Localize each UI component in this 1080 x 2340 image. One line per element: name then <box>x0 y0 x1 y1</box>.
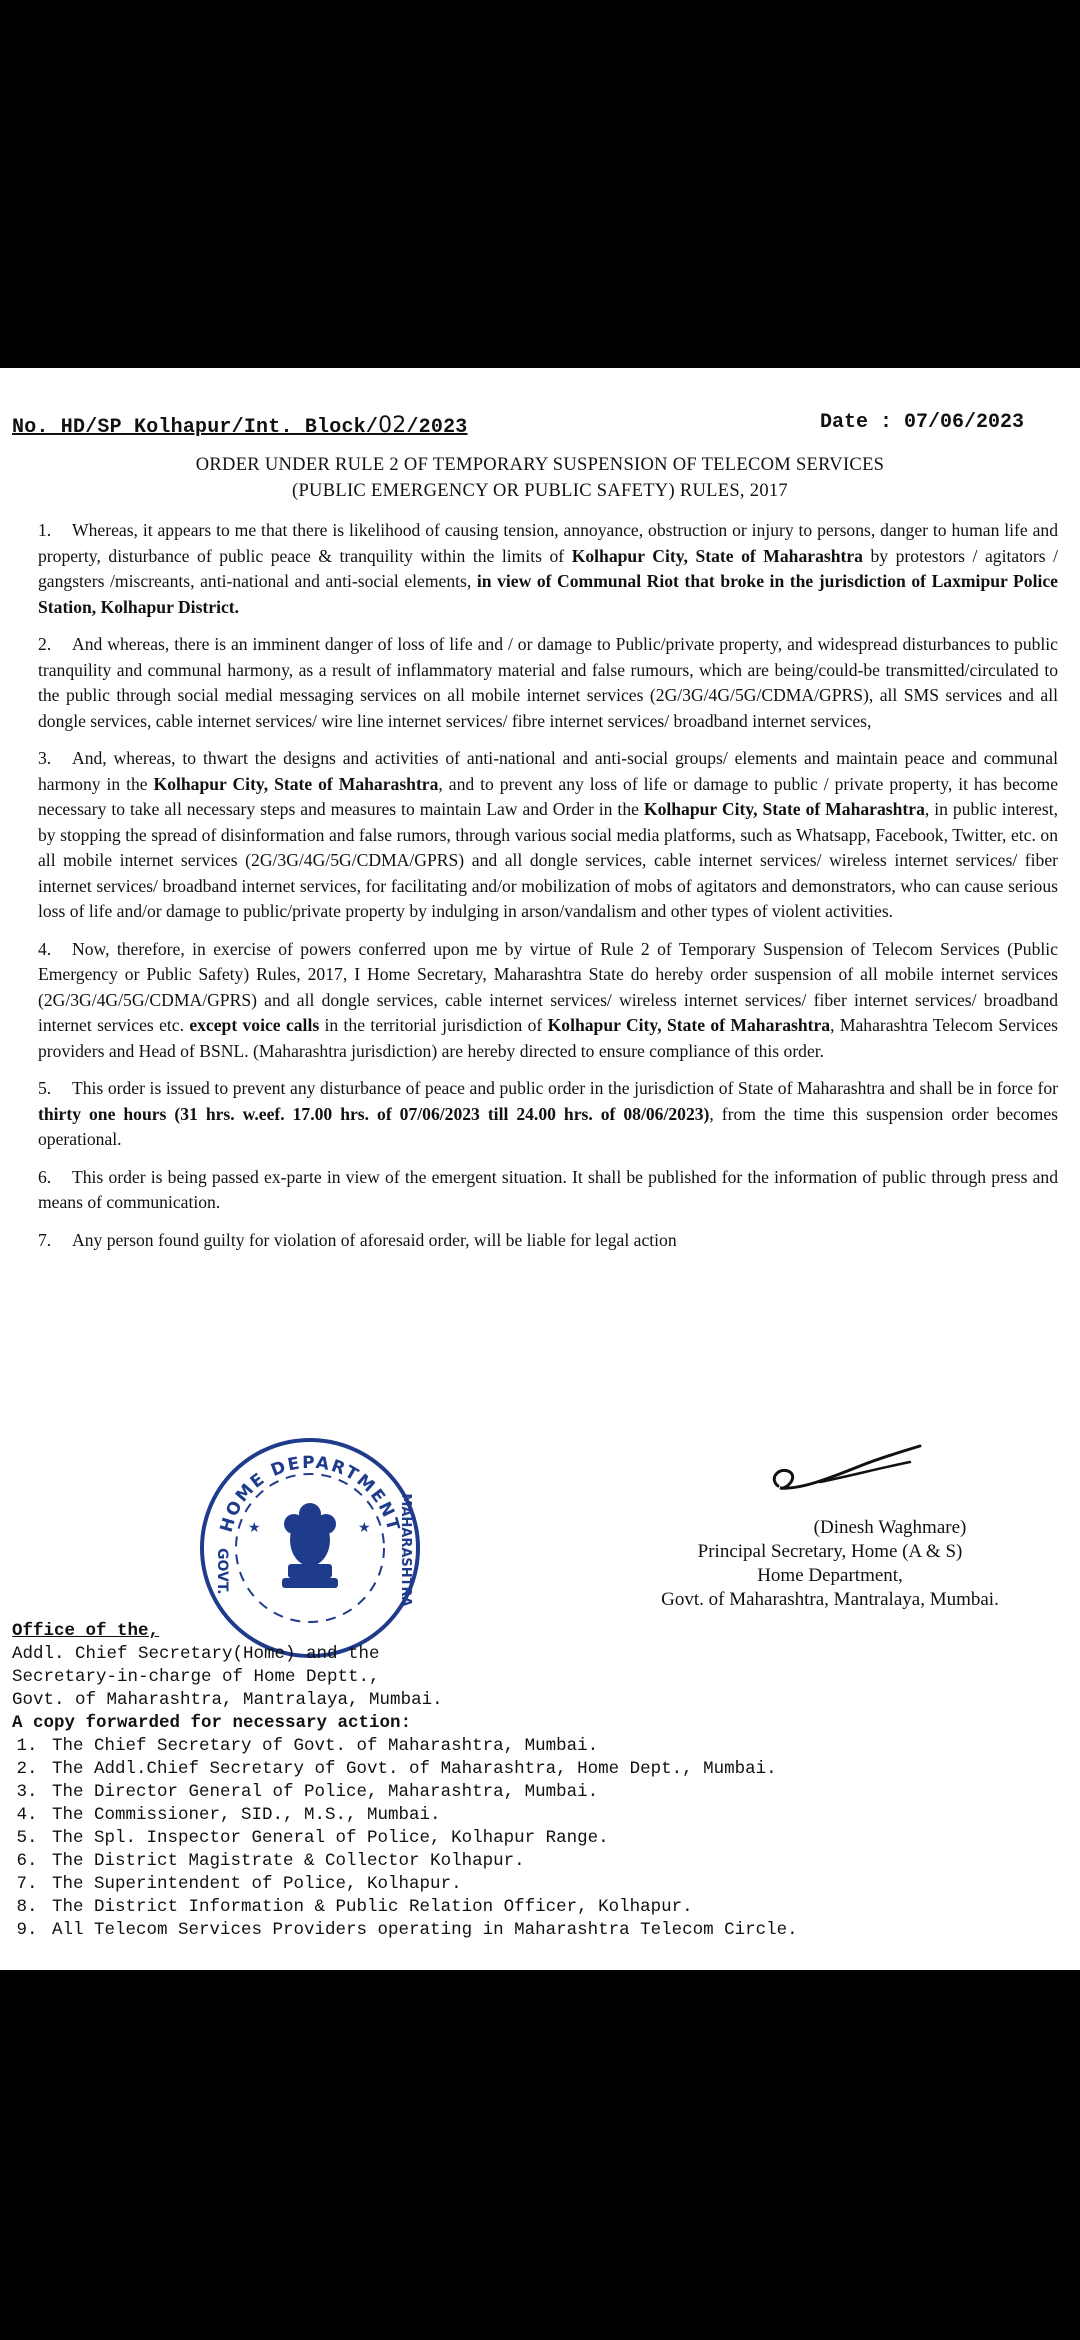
svg-text:MAHARASHTRA: MAHARASHTRA <box>398 1493 413 1607</box>
svg-text:★: ★ <box>248 1521 261 1536</box>
paragraph-text: in the territorial jurisdiction of <box>319 1015 548 1035</box>
svg-text:★: ★ <box>358 1521 371 1536</box>
paragraph-bold-text: Kolhapur City, State of Maharashtra <box>571 545 863 566</box>
paragraph-number: 1. <box>38 520 52 540</box>
paragraph-text: This order is being passed ex-parte in view of the emergent situation. It shall be published for the information of public through press and means of communication. <box>38 1166 1058 1212</box>
paragraph-text: And whereas, there is an imminent danger of loss of life and / or damage to Public/private property, and widespread disturbances to public tranquility and communal harmony, as a result of inflammatory material and false rumours, which are being/could-be transmitted/circulated to the public through social medial messaging services on all mobile internet services (2G/3G/4G/5G/CDMA/GPRS), all SMS services and all dongle services, cable internet services/ wire line internet services/ fibre internet services/ broadband internet services, <box>38 634 1058 731</box>
paragraph-number: 5. <box>38 1078 52 1098</box>
paragraph-number: 2. <box>38 634 52 654</box>
paragraph-text: , from the time this suspension order becomes operational. <box>38 1103 1059 1149</box>
paragraph-2 <box>38 632 1058 734</box>
order-title <box>0 452 1080 504</box>
paragraph-bold-text: thirty one hours (31 hrs. w.eef. 17.00 hrs. of 07/06/2023 till 24.00 hrs. of 08/06/2023) <box>38 1103 710 1124</box>
paragraph-text: Any person found guilty for violation of aforesaid order, will be liable for legal action <box>72 1229 677 1250</box>
list-item: 7. The Superintendent of Police, Kolhapur. <box>48 1873 798 1896</box>
ref-handwritten-number: 02 <box>378 413 407 438</box>
paragraph-text: , in public interest, by stopping the spread of disinformation and false rumors, through various social media platforms, such as Whatsapp, Facebook, Twitter, etc. on all mobile internet services (2G/3G/4G/5G/CDMA/GPRS) and all dongle services, cable internet services/ wireless internet services/ fiber internet services/ broadband internet services, for facilitating and/or mobilization of mobs of agitators and demonstrators, who can cause serious loss of life and/or damage to public/private property by indulging in arson/vandalism and other types of violent activities. <box>38 799 1058 921</box>
ref-suffix: /2023 <box>406 416 468 439</box>
list-item: 6. The District Magistrate & Collector Kolhapur. <box>48 1850 798 1873</box>
office-line-3: Govt. of Maharashtra, Mantralaya, Mumbai. <box>12 1690 443 1710</box>
svg-text:GOVT.: GOVT. <box>214 1548 230 1595</box>
reference-number <box>12 413 467 439</box>
ref-prefix: No. HD/SP Kolhapur/Int. Block/ <box>12 416 379 439</box>
signatory-office: Govt. of Maharashtra, Mantralaya, Mumbai. <box>661 1589 999 1610</box>
paragraph-3 <box>38 746 1058 925</box>
paragraph-text: And, whereas, to thwart the designs and activities of anti-national and anti-social groups/ elements and maintain peace and communal harmony in the <box>38 748 1058 794</box>
order-date: Date : 07/06/2023 <box>820 411 1025 434</box>
forward-heading: A copy forwarded for necessary action: <box>12 1713 412 1733</box>
office-line-2: Secretary-in-charge of Home Deptt., <box>12 1667 380 1687</box>
paragraph-text: This order is issued to prevent any disturbance of peace and public order in the jurisdiction of State of Maharashtra and shall be in force for <box>72 1078 1058 1098</box>
paragraph-bold-text: except voice calls <box>189 1015 320 1035</box>
paragraph-number: 3. <box>38 748 52 768</box>
order-title-line-1: ORDER UNDER RULE 2 OF TEMPORARY SUSPENSION OF TELECOM SERVICES <box>195 455 885 475</box>
paragraph-text: , Maharashtra Telecom Services providers and Head of BSNL. (Maharashtra jurisdiction) are hereby directed to ensure compliance of this order. <box>38 1015 1059 1061</box>
list-item: 5. The Spl. Inspector General of Police, Kolhapur Range. <box>48 1827 798 1850</box>
office-line-1: Addl. Chief Secretary(Home) and the <box>12 1644 380 1664</box>
paragraph-number: 4. <box>38 938 52 959</box>
order-title-line-2: (PUBLIC EMERGENCY OR PUBLIC SAFETY) RULES, 2017 <box>292 481 788 501</box>
paragraph-1 <box>38 518 1058 620</box>
paragraph-bold-text: Kolhapur City, State of Maharashtra <box>547 1015 831 1035</box>
list-item: 9. All Telecom Services Providers operating in Maharashtra Telecom Circle. <box>48 1919 798 1942</box>
paragraph-number: 7. <box>38 1229 52 1250</box>
recipients-list <box>12 1735 798 1942</box>
list-item: 8. The District Information & Public Relation Officer, Kolhapur. <box>48 1896 798 1919</box>
paragraph-text: , and to prevent any loss of life or damage to public / private property, it has become necessary to take all necessary steps and measures to maintain Law and Order in the <box>38 773 1058 819</box>
signatory-block <box>600 1516 1060 1612</box>
paragraph-bold-text: Kolhapur City, State of Maharashtra <box>153 773 439 794</box>
handwritten-signature <box>760 1438 930 1508</box>
paragraph-text: by protestors / agitators / gangsters /miscreants, anti-national and anti-social elements, <box>38 545 1058 591</box>
paragraph-7 <box>38 1228 1058 1254</box>
paragraph-text: Now, therefore, in exercise of powers conferred upon me by virtue of Rule 2 of Temporary Suspension of Telecom Services (Public Emergency or Public Safety) Rules, 2017, I Home Secretary, Maharashtra State do hereby order suspension of all mobile internet services (2G/3G/4G/5G/CDMA/GPRS) and all dongle services, cable internet services/ wireless internet services/ fiber internet services/ broadband internet services etc. <box>38 938 1058 1035</box>
paragraph-6 <box>38 1165 1058 1216</box>
paragraph-4 <box>38 937 1058 1065</box>
paragraph-bold-text: Kolhapur City, State of Maharashtra <box>643 799 925 819</box>
svg-text:HOME DEPARTMENT: HOME DEPARTMENT <box>216 1452 404 1535</box>
paragraph-text: Whereas, it appears to me that there is likelihood of causing tension, annoyance, obstruction or injury to persons, danger to human life and property, disturbance of public peace & tranquility within the limits of <box>38 520 1058 566</box>
document-page <box>0 368 1080 1970</box>
signatory-name: (Dinesh Waghmare) <box>813 1517 967 1538</box>
order-body <box>38 518 1058 1265</box>
list-item: 2. The Addl.Chief Secretary of Govt. of Maharashtra, Home Dept., Mumbai. <box>48 1758 798 1781</box>
paragraph-number: 6. <box>38 1166 52 1187</box>
list-item: 4. The Commissioner, SID., M.S., Mumbai. <box>48 1804 798 1827</box>
paragraph-bold-text: in view of Communal Riot that broke in the jurisdiction of Laxmipur Police Station, Kolhapur District. <box>38 571 1058 617</box>
list-item: 3. The Director General of Police, Maharashtra, Mumbai. <box>48 1781 798 1804</box>
office-block <box>12 1620 798 1942</box>
signatory-department: Home Department, <box>757 1565 903 1586</box>
list-item: 1. The Chief Secretary of Govt. of Maharashtra, Mumbai. <box>48 1735 798 1758</box>
office-heading: Office of the, <box>12 1621 160 1641</box>
paragraph-5 <box>38 1076 1058 1153</box>
signatory-designation: Principal Secretary, Home (A & S) <box>697 1541 963 1562</box>
